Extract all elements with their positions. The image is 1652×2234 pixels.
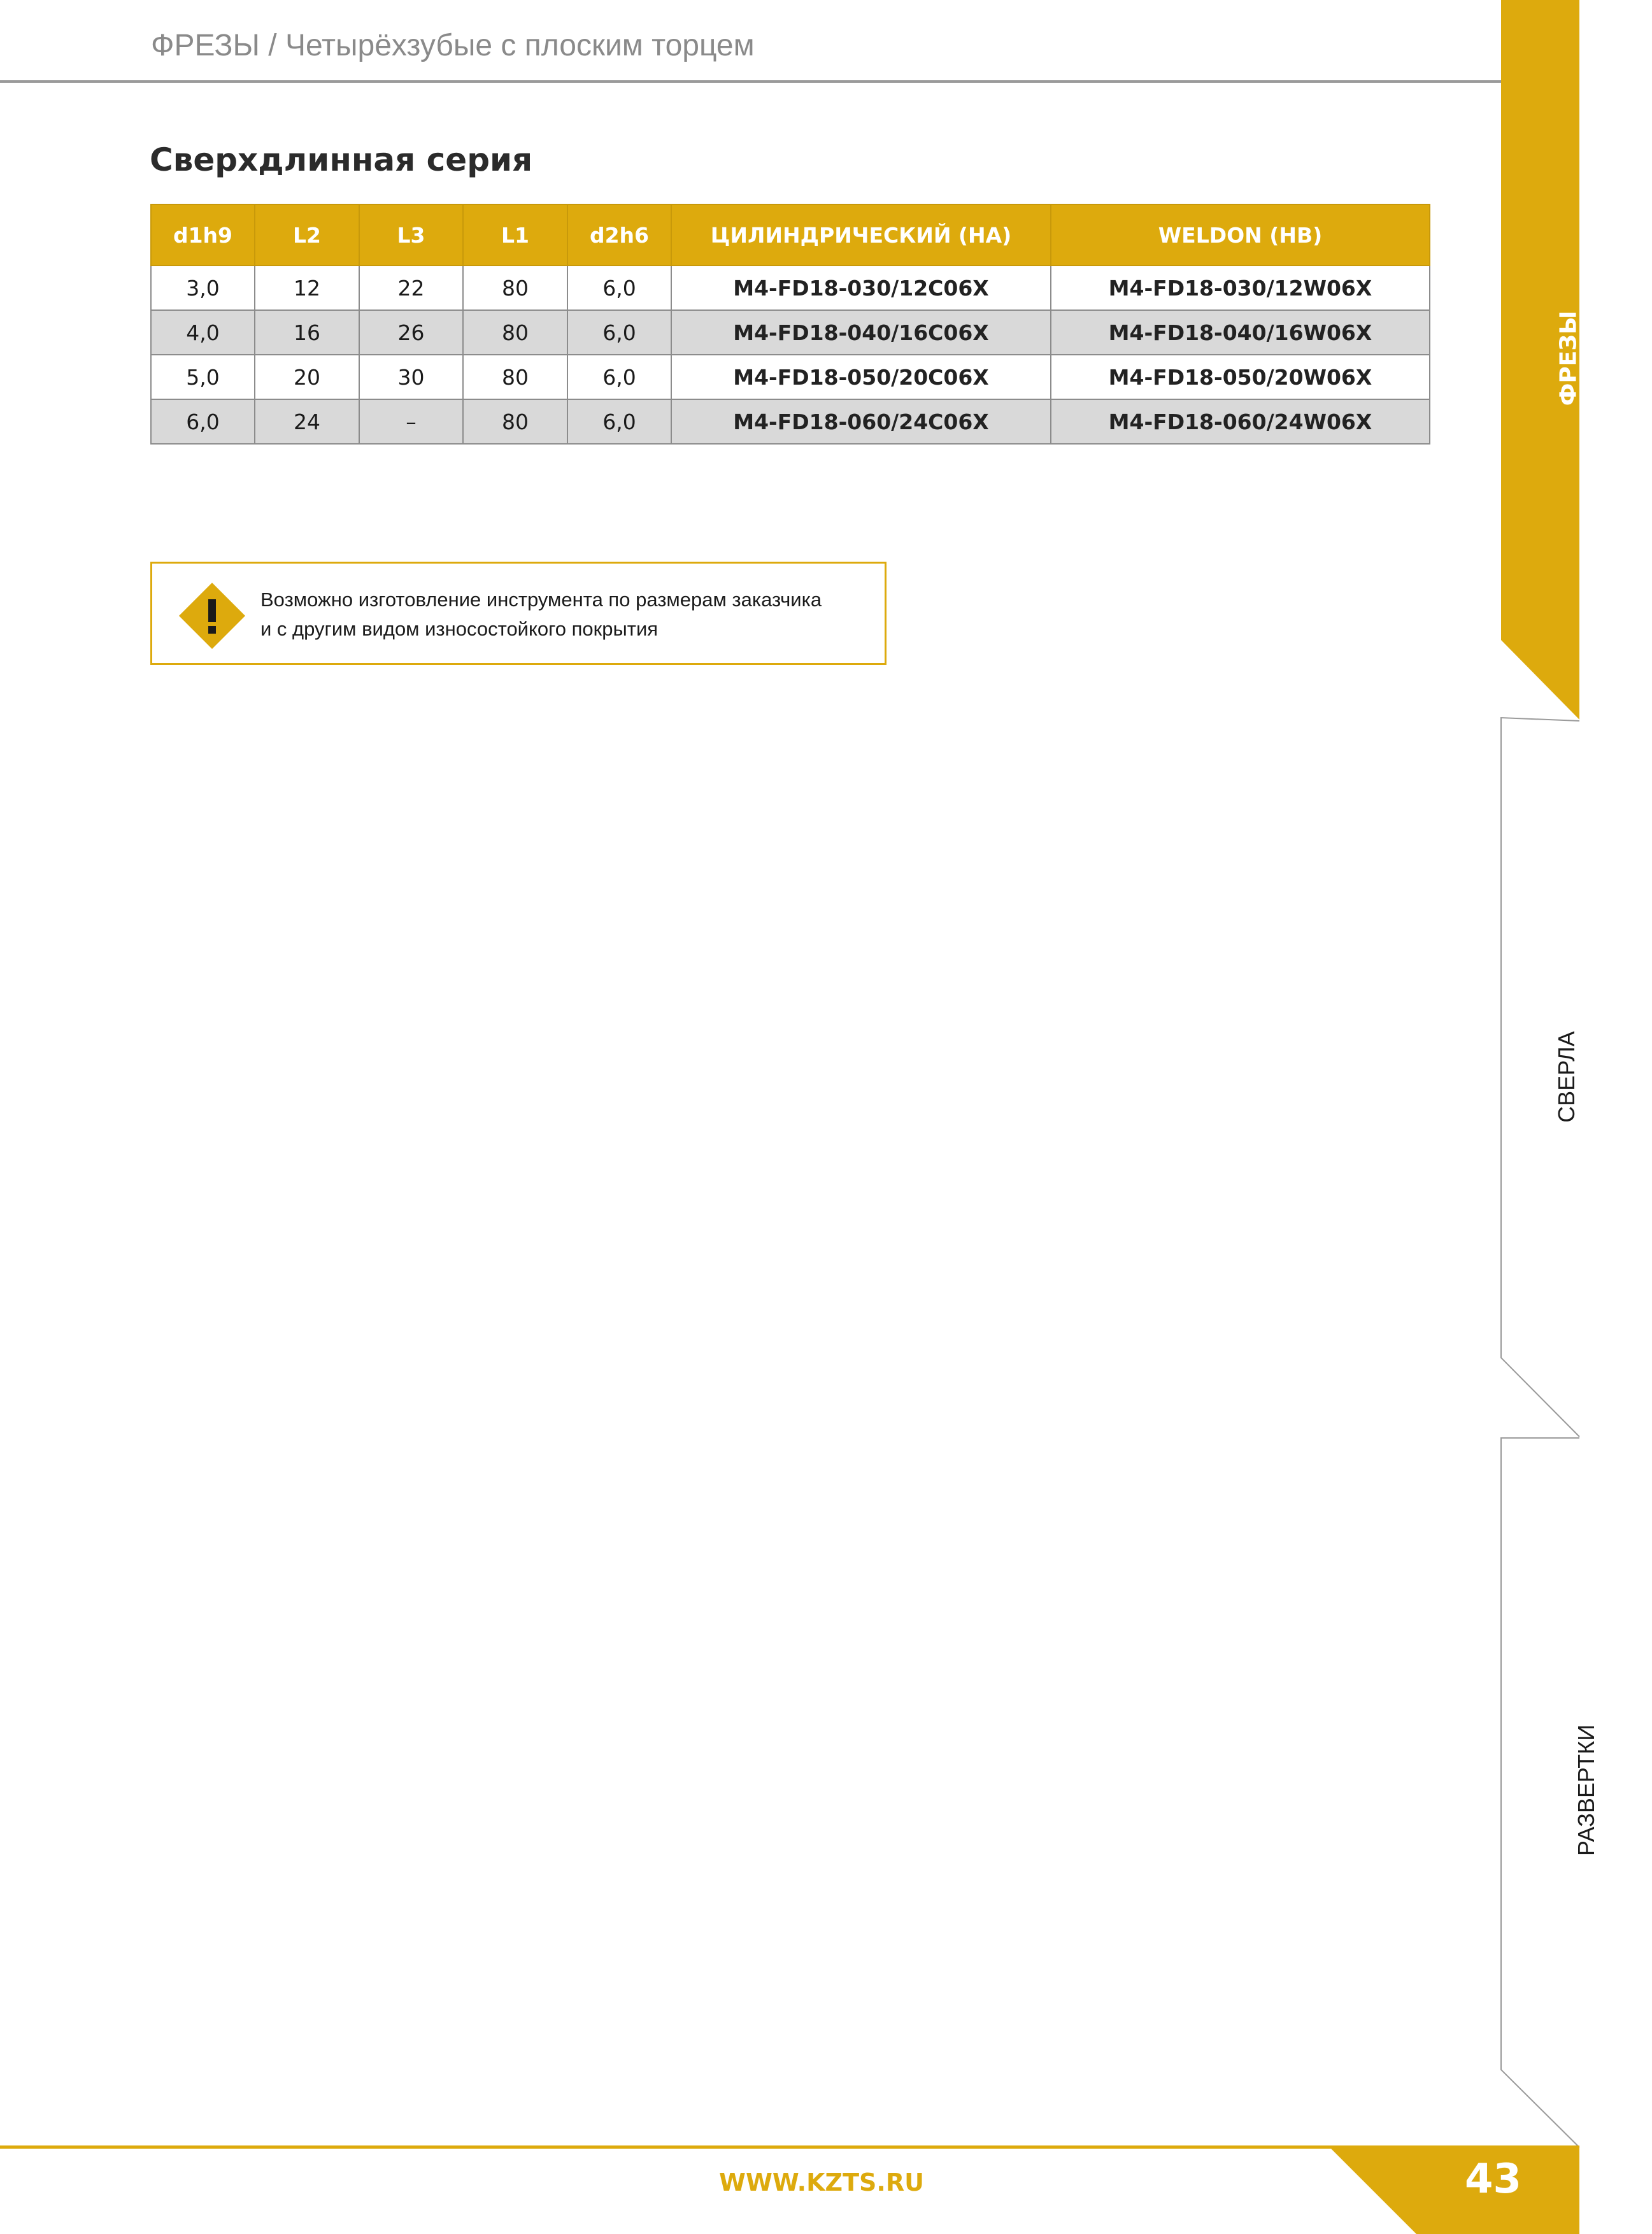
page-number-badge: [1328, 2145, 1579, 2234]
cell-code-cylindrical: M4-FD18-050/20C06X: [671, 355, 1051, 399]
note-line-1: Возможно изготовление инструмента по размерам заказчика: [260, 588, 822, 611]
cell-l3: 26: [359, 310, 463, 355]
cell-l3: –: [359, 399, 463, 444]
page-header-title: ФРЕЗЫ / Четырёхзубые с плоским торцем: [151, 29, 755, 62]
cell-d1h9: 3,0: [151, 266, 255, 310]
tab-frezy[interactable]: [1521, 310, 1582, 406]
cell-l1: 80: [463, 399, 567, 444]
cell-d1h9: 5,0: [151, 355, 255, 399]
col-header-cylindrical: ЦИЛИНДРИЧЕСКИЙ (HA): [671, 204, 1051, 266]
cell-d2h6: 6,0: [567, 310, 671, 355]
cell-code-cylindrical: M4-FD18-030/12C06X: [671, 266, 1051, 310]
table-row: [151, 399, 1430, 444]
cell-l3: 30: [359, 355, 463, 399]
cell-l1: 80: [463, 310, 567, 355]
tab-razvertki-label: РАЗВЕРТКИ: [1573, 1724, 1600, 1856]
tab-sverla-label: СВЕРЛА: [1553, 1031, 1579, 1123]
cell-code-cylindrical: M4-FD18-040/16C06X: [671, 310, 1051, 355]
cell-l2: 20: [255, 355, 359, 399]
cell-l1: 80: [463, 355, 567, 399]
custom-order-note: [150, 562, 887, 665]
table-row: [151, 310, 1430, 355]
cell-d1h9: 4,0: [151, 310, 255, 355]
cell-d2h6: 6,0: [567, 399, 671, 444]
col-header-l3: L3: [359, 204, 463, 266]
spec-table: [150, 204, 1430, 445]
cell-code-weldon: M4-FD18-040/16W06X: [1051, 310, 1430, 355]
note-line-2: и с другим видом износостойкого покрытия: [260, 618, 659, 640]
cell-l1: 80: [463, 266, 567, 310]
cell-code-weldon: M4-FD18-030/12W06X: [1051, 266, 1430, 310]
cell-d1h9: 6,0: [151, 399, 255, 444]
note-text: [260, 585, 822, 644]
header-divider: [0, 80, 1501, 83]
page-number: 43: [1465, 2156, 1522, 2203]
cell-l2: 24: [255, 399, 359, 444]
tab-razvertki[interactable]: [1521, 1724, 1600, 1856]
footer-website-link[interactable]: WWW.KZTS.RU: [719, 2168, 924, 2196]
cell-code-weldon: M4-FD18-060/24W06X: [1051, 399, 1430, 444]
cell-d2h6: 6,0: [567, 355, 671, 399]
cell-l3: 22: [359, 266, 463, 310]
section-title: Сверхдлинная серия: [150, 141, 533, 178]
cell-l2: 12: [255, 266, 359, 310]
table-row: [151, 355, 1430, 399]
col-header-d1h9: d1h9: [151, 204, 255, 266]
cell-l2: 16: [255, 310, 359, 355]
col-header-l1: L1: [463, 204, 567, 266]
tab-sverla[interactable]: [1521, 1031, 1579, 1123]
col-header-weldon: WELDON (HB): [1051, 204, 1430, 266]
warning-icon: [178, 581, 246, 650]
col-header-d2h6: d2h6: [567, 204, 671, 266]
cell-code-cylindrical: M4-FD18-060/24C06X: [671, 399, 1051, 444]
tab-frezy-label: ФРЕЗЫ: [1555, 310, 1582, 406]
table-row: [151, 266, 1430, 310]
col-header-l2: L2: [255, 204, 359, 266]
cell-d2h6: 6,0: [567, 266, 671, 310]
cell-code-weldon: M4-FD18-050/20W06X: [1051, 355, 1430, 399]
table-header-row: [151, 204, 1430, 266]
